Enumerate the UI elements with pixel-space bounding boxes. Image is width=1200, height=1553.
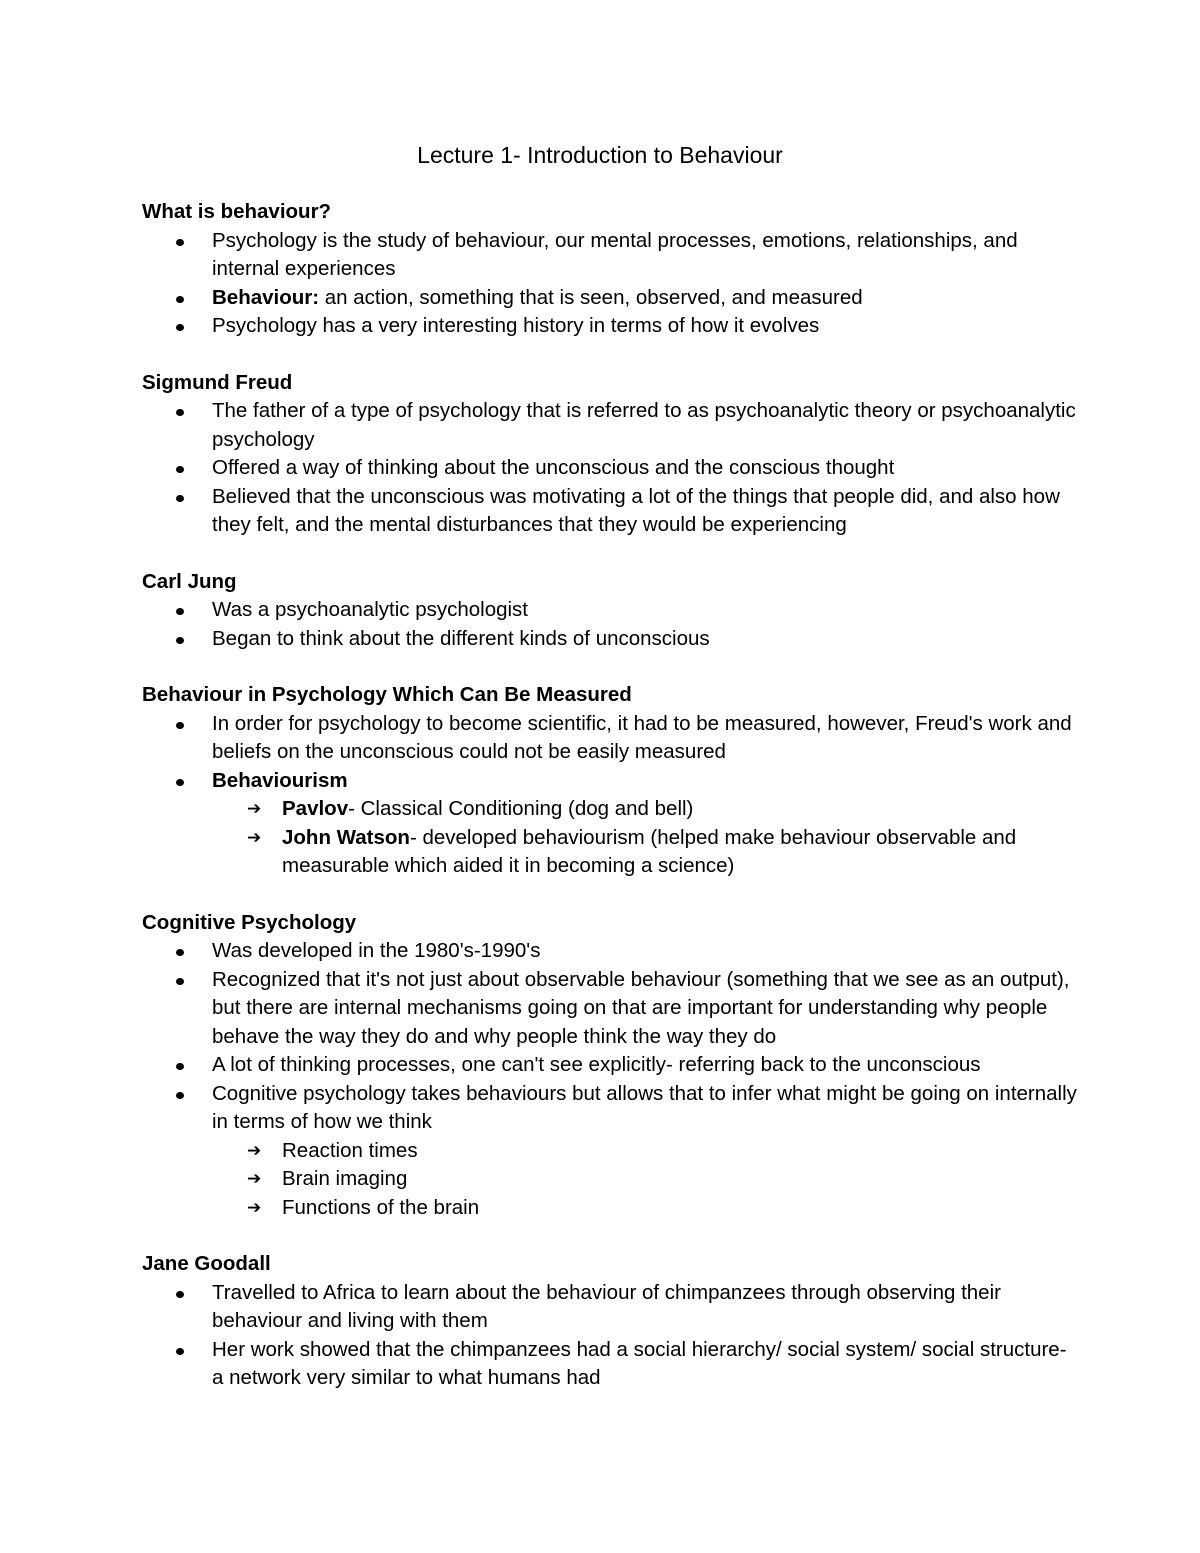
item-text: Her work showed that the chimpanzees had a social hierarchy/ social system/ social structure- a network very similar to what humans had [212,1337,1067,1389]
sub-list-item [142,824,1082,881]
bullet-list [142,397,1082,540]
list-item [142,454,1082,483]
section-heading: What is behaviour? [142,200,332,223]
section [142,1250,1082,1393]
bullet-icon [176,1092,184,1099]
section-heading: Sigmund Freud [142,370,293,394]
bullet-icon [176,1063,184,1070]
item-text: - developed behaviourism (helped make behaviour observable and measurable which aided it in becoming a science) [282,825,1017,877]
sub-list-item [142,795,1082,824]
bullet-icon [176,1348,184,1355]
list-item [142,596,1082,625]
item-text: Was developed in the 1980's-1990's [212,939,541,962]
item-text: Psychology is the study of behaviour, our mental processes, emotions, relationships, and internal experiences [212,228,1018,280]
item-text: Psychology has a very interesting history in terms of how it evolves [212,314,820,337]
bullet-icon [176,296,184,303]
bullet-icon [176,978,184,985]
list-item [142,1336,1082,1393]
item-text: Offered a way of thinking about the unconscious and the conscious thought [212,456,895,479]
bold-term: Behaviourism [212,768,348,792]
section [142,681,1082,881]
bullet-icon [176,495,184,502]
item-text: Began to think about the different kinds of unconscious [212,626,710,650]
list-item [142,284,1082,313]
list-item [142,966,1082,1052]
item-text: Recognized that it's not just about observable behaviour (something that we see as an output), but there are internal mechanisms going on that are important for understanding why people behave the way they do and why people think the way they do [212,967,1070,1048]
bullet-icon [176,949,184,956]
bold-term: John Watson [282,825,410,849]
arrow-bullet-icon: ➔ [247,1140,262,1161]
bullet-icon [176,722,184,729]
item-text: The father of a type of psychology that is referred to as psychoanalytic theory or psychoanalytic psychology [212,399,1076,451]
list-item [142,937,1082,966]
section-heading: Behaviour in Psychology Which Can Be Measured [142,683,632,706]
item-text: Functions of the brain [282,1195,480,1219]
document-title: Lecture 1- Introduction to Behaviour [417,142,783,168]
bullet-icon [176,1291,184,1298]
list-item [142,710,1082,767]
document-body [142,198,1082,1421]
item-text: Was a psychoanalytic psychologist [212,598,528,621]
bullet-list [142,596,1082,653]
bullet-list [142,937,1082,1222]
list-item [142,312,1082,341]
item-text: Travelled to Africa to learn about the behaviour of chimpanzees through observing their behaviour and living with them [212,1280,1001,1332]
list-item [142,397,1082,454]
bullet-list [142,1279,1082,1393]
sub-list-item [142,1165,1082,1194]
bold-term: Behaviour: [212,285,320,309]
arrow-bullet-icon: ➔ [247,827,262,848]
arrow-bullet-icon: ➔ [247,1197,262,1218]
list-item [142,1051,1082,1080]
list-item [142,227,1082,284]
list-item [142,483,1082,540]
bullet-list [142,710,1082,881]
bullet-icon [176,409,184,416]
section-heading: Carl Jung [142,569,237,593]
bold-term: Pavlov [282,797,349,820]
bullet-icon [176,239,184,246]
sub-list-item [142,1194,1082,1223]
section [142,909,1082,1223]
bullet-icon [176,324,184,331]
section [142,568,1082,654]
bullet-icon [176,466,184,473]
bullet-list [142,227,1082,341]
sub-list-item [142,1137,1082,1166]
item-text: Cognitive psychology takes behaviours but allows that to infer what might be going on internally in terms of how we think [212,1081,1077,1133]
item-text: Brain imaging [282,1167,408,1190]
item-text: - Classical Conditioning (dog and bell) [348,797,694,820]
item-text: A lot of thinking processes, one can't see explicitly- referring back to the unconscious [212,1053,981,1076]
arrow-bullet-icon: ➔ [247,799,262,819]
section-heading: Jane Goodall [142,1252,271,1275]
list-item [142,1080,1082,1137]
list-item [142,1279,1082,1336]
section-heading: Cognitive Psychology [142,910,357,934]
section [142,369,1082,540]
arrow-bullet-icon: ➔ [247,1169,262,1189]
bullet-icon [176,779,184,786]
item-text: In order for psychology to become scientific, it had to be measured, however, Freud's work and beliefs on the unconscious could not be easily measured [212,711,1072,763]
list-item [142,767,1082,796]
item-text: Believed that the unconscious was motivating a lot of the things that people did, and also how they felt, and the mental disturbances that they would be experiencing [212,484,1060,536]
item-text: an action, something that is seen, observed, and measured [319,285,863,309]
section [142,198,1082,341]
item-text: Reaction times [282,1138,418,1162]
bullet-icon [176,608,184,615]
list-item [142,625,1082,654]
bullet-icon [176,637,184,644]
